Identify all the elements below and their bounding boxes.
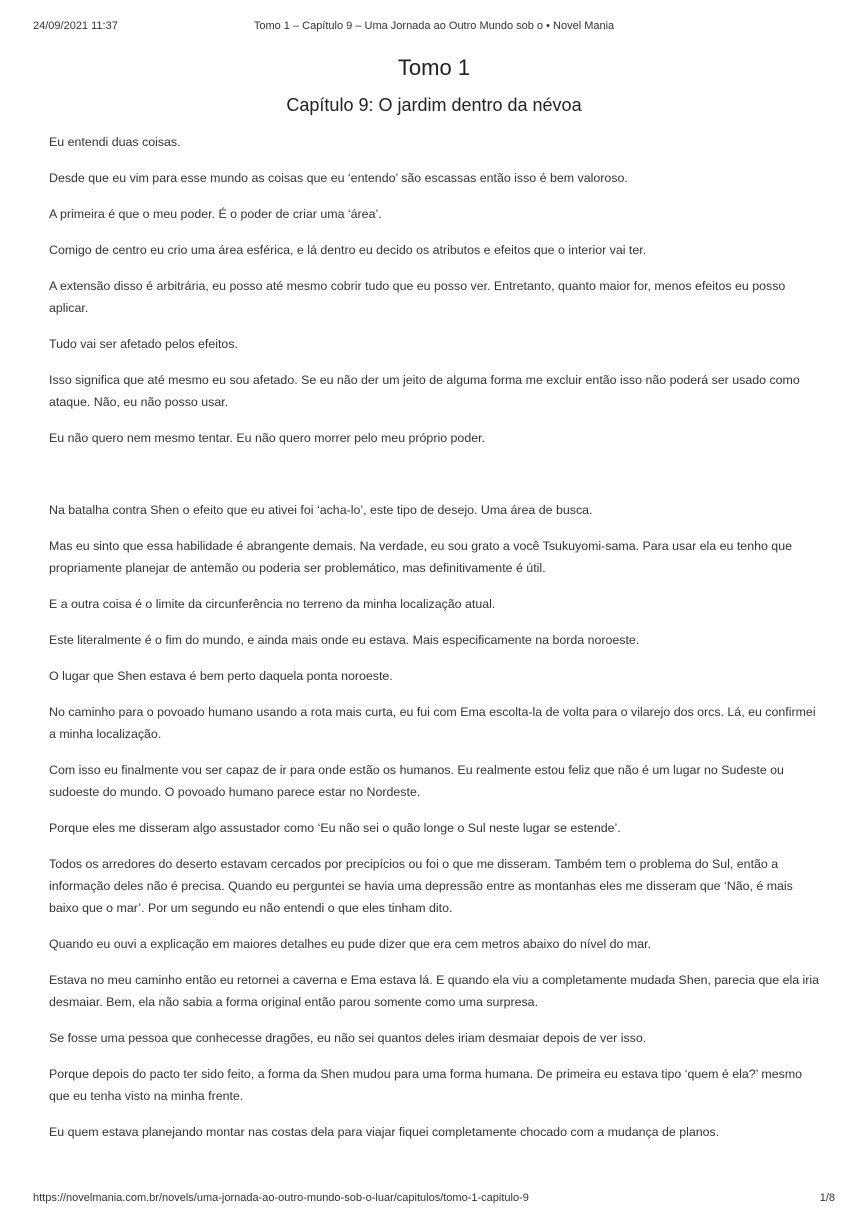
paragraph: E a outra coisa é o limite da circunferência no terreno da minha localização atual.	[49, 597, 496, 611]
paragraph: Com isso eu finalmente vou ser capaz de ir para onde estão os humanos. Eu realmente estou feliz que não é um lugar no Sudeste ou sudoeste do mundo. O povoado humano parece estar no Nordeste.	[49, 763, 784, 799]
paragraph: Desde que eu vim para esse mundo as coisas que eu ‘entendo’ são escassas então isso é bem valoroso.	[49, 171, 628, 185]
paragraph: Porque depois do pacto ter sido feito, a forma da Shen mudou para uma forma humana. De primeira eu estava tipo ‘quem é ela?’ mesmo que eu tenha visto na minha frente.	[49, 1067, 803, 1103]
paragraph: A primeira é que o meu poder. É o poder de criar uma ‘área’.	[49, 207, 382, 221]
paragraph: Na batalha contra Shen o efeito que eu ativei foi ‘acha-lo’, este tipo de desejo. Uma área de busca.	[49, 503, 593, 517]
paragraph: Eu não quero nem mesmo tentar. Eu não quero morrer pelo meu próprio poder.	[49, 431, 485, 445]
paragraph: Eu quem estava planejando montar nas costas dela para viajar fiquei completamente chocado com a mudança de planos.	[49, 1125, 720, 1139]
print-footer	[33, 1192, 835, 1208]
volume-title: Tomo 1	[397, 55, 471, 80]
print-page-title: Tomo 1 – Capítulo 9 – Uma Jornada ao Outro Mundo sob o • Novel Mania	[253, 20, 615, 32]
paragraph: Estava no meu caminho então eu retornei a caverna e Ema estava lá. E quando ela viu a completamente mudada Shen, parecia que ela iria desmaiar. Bem, ela não sabia a forma original então parou somente como uma surpresa.	[49, 973, 820, 1009]
paragraph: A extensão disso é arbitrária, eu posso até mesmo cobrir tudo que eu posso ver. Entretanto, quanto maior for, menos efeitos eu posso aplicar.	[49, 279, 786, 315]
paragraph: Mas eu sinto que essa habilidade é abrangente demais. Na verdade, eu sou grato a você Tsukuyomi-sama. Para usar ela eu tenho que propriamente planejar de antemão ou poderia ser problemático, mas definitivamente é útil.	[49, 539, 792, 575]
paragraph: Se fosse uma pessoa que conhecesse dragões, eu não sei quantos deles iriam desmaiar depois de ver isso.	[49, 1031, 647, 1045]
paragraph: O lugar que Shen estava é bem perto daquela ponta noroeste.	[49, 669, 393, 683]
chapter-body	[49, 131, 823, 1157]
paragraph: Todos os arredores do deserto estavam cercados por precipícios ou foi o que me disseram. Também tem o problema do Sul, então a informação deles não é precisa. Quando eu perguntei se havia uma depressão entre as montanhas eles me disseram que ‘Não, é mais baixo que o mar’. Por um segundo eu não entendi o que eles tinham dito.	[49, 857, 793, 915]
paragraph: Quando eu ouvi a explicação em maiores detalhes eu pude dizer que era cem metros abaixo do nível do mar.	[49, 937, 651, 951]
paragraph: Porque eles me disseram algo assustador como ‘Eu não sei o quão longe o Sul neste lugar se estende’.	[49, 821, 621, 835]
print-datetime: 24/09/2021 11:37	[33, 20, 118, 32]
blank-paragraph	[49, 463, 823, 485]
paragraph: Comigo de centro eu crio uma área esférica, e lá dentro eu decido os atributos e efeitos que o interior vai ter.	[49, 243, 647, 257]
paragraph: No caminho para o povoado humano usando a rota mais curta, eu fui com Ema escolta-la de volta para o vilarejo dos orcs. Lá, eu confirmei a minha localização.	[49, 705, 816, 741]
paragraph: Eu entendi duas coisas.	[49, 135, 181, 149]
chapter-title: Capítulo 9: O jardim dentro da névoa	[286, 95, 582, 115]
print-header	[33, 20, 835, 36]
paragraph: Isso significa que até mesmo eu sou afetado. Se eu não der um jeito de alguma forma me excluir então isso não poderá ser usado como ataque. Não, eu não posso usar.	[49, 373, 800, 409]
paragraph: Tudo vai ser afetado pelos efeitos.	[49, 337, 238, 351]
print-url: https://novelmania.com.br/novels/uma-jornada-ao-outro-mundo-sob-o-luar/capitulos/tomo-1-capitulo-9	[33, 1192, 529, 1204]
page-indicator: 1/8	[819, 1192, 835, 1204]
paragraph: Este literalmente é o fim do mundo, e ainda mais onde eu estava. Mais especificamente na borda noroeste.	[49, 633, 640, 647]
